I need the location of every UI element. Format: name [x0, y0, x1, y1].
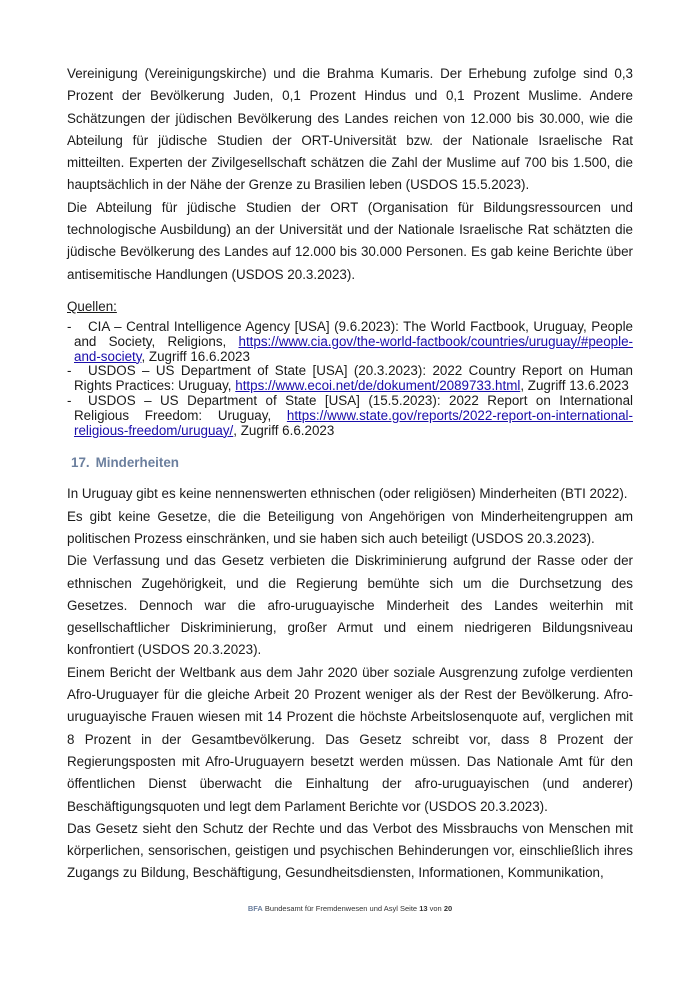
section-number: 17. — [71, 455, 90, 471]
sources-list — [67, 320, 633, 438]
section-paragraph-5: Das Gesetz sieht den Schutz der Rechte und das Verbot des Missbrauchs von Menschen mit körperlichen, sensorischen, geistigen und psychischen Behinderungen vor, einschließlich ihres Zugangs zu Bildung, Beschäftigung, Gesundheitsdiensten, Informationen, Kommunikation, — [67, 820, 633, 881]
source-item — [67, 394, 633, 438]
footer-page-total: 20 — [443, 904, 453, 913]
footer-org: Bundesamt für Fremdenwesen und Asyl — [264, 904, 398, 913]
page-footer — [0, 904, 700, 913]
sources-heading: Quellen: — [67, 298, 117, 314]
source-item — [67, 364, 633, 394]
source-text: CIA – Central Intelligence Agency [USA] (9.6.2023): The World Factbook, Uruguay, People and Society, Religions, — [74, 318, 633, 349]
section-paragraph-4: Einem Bericht der Weltbank aus dem Jahr 2020 über soziale Ausgrenzung zufolge verdienten Afro-Uruguayer für die gleiche Arbeit 20 Prozent weniger als der Rest der Bevölkerung. Afro-uruguayische Frauen wiesen mit 14 Prozent die höchste Arbeitslosenquote auf, verglichen mit 8 Prozent in der Gesamtbevölkerung. Das Gesetz schreibt vor, dass 8 Prozent der Regierungsposten mit Afro-Uruguayern besetzt werden müssen. Das Nationale Amt für den öffentlichen Dienst überwacht die Einhaltung der afro-uruguayischen (und anderer) Beschäftigungsquoten und legt dem Parlament Berichte vor (USDOS 20.3.2023). — [67, 664, 633, 814]
source-link[interactable]: https://www.state.gov/reports/2022-report-on-international-religious-freedom/uruguay/ — [74, 407, 633, 438]
source-access-date: , Zugriff 6.6.2023 — [233, 422, 335, 438]
footer-of-label: von — [429, 904, 442, 913]
intro-paragraph-1: Vereinigung (Vereinigungskirche) und die Brahma Kumaris. Der Erhebung zufolge sind 0,3 Prozent der Bevölkerung Juden, 0,1 Prozent Hindus und 0,1 Prozent Muslime. Andere Schätzungen der jüdischen Bevölkerung des Landes reichen von 12.000 bis 30.000, wie die Abteilung für jüdische Studien der ORT-Universität bzw. der Nationale Israelische Rat mitteilten. Experten der Zivilgesellschaft schätzen die Zahl der Muslime auf 700 bis 1.500, die hauptsächlich in der Nähe der Grenze zu Brasilien leben (USDOS 15.5.2023). — [67, 66, 633, 193]
source-access-date: , Zugriff 16.6.2023 — [141, 348, 250, 364]
source-link[interactable]: https://www.cia.gov/the-world-factbook/countries/uruguay/#people-and-society — [74, 333, 633, 364]
list-dash: - — [67, 392, 72, 408]
source-item — [67, 320, 633, 364]
list-dash: - — [67, 363, 72, 379]
source-link[interactable]: https://www.ecoi.net/de/dokument/2089733.html — [235, 378, 521, 394]
footer-page-number: 13 — [419, 904, 428, 913]
section-title: Minderheiten — [95, 455, 179, 471]
list-dash: - — [67, 318, 72, 334]
source-text: USDOS – US Department of State [USA] (15.5.2023): 2022 Report on International Religious Freedom: Uruguay, — [74, 392, 633, 423]
section-paragraph-3: Die Verfassung und das Gesetz verbieten die Diskriminierung aufgrund der Rasse oder der ethnischen Zugehörigkeit, und die Regierung bemühte sich um die Durchsetzung des Gesetzes. Dennoch war die afro-uruguayische Minderheit des Landes weiterhin mit gesellschaftlicher Diskriminierung, großer Armut und einem niedrigeren Bildungsniveau konfrontiert (USDOS 20.3.2023). — [67, 553, 633, 658]
footer-page-label: Seite — [400, 904, 418, 913]
page-content — [67, 63, 633, 885]
source-text: USDOS – US Department of State [USA] (20.3.2023): 2022 Country Report on Human Rights Practices: Uruguay, — [74, 363, 633, 394]
section-heading — [71, 454, 633, 472]
intro-paragraph-2: Die Abteilung für jüdische Studien der ORT (Organisation für Bildungsressourcen und technologische Ausbildung) an der Universität und der Nationale Israelische Rat schätzten die jüdische Bevölkerung des Landes auf 12.000 bis 30.000 Personen. Es gab keine Berichte über antisemitische Handlungen (USDOS 20.3.2023). — [67, 199, 633, 282]
source-access-date: , Zugriff 13.6.2023 — [520, 378, 629, 394]
bfa-logo: BFA — [247, 904, 263, 913]
section-paragraph-2: Es gibt keine Gesetze, die die Beteiligung von Angehörigen von Minderheitengruppen am politischen Prozess einschränken, und sie haben sich auch beteiligt (USDOS 20.3.2023). — [67, 508, 633, 546]
section-paragraph-1: In Uruguay gibt es keine nennenswerten ethnischen (oder religiösen) Minderheiten (BTI 2022). — [67, 486, 628, 502]
